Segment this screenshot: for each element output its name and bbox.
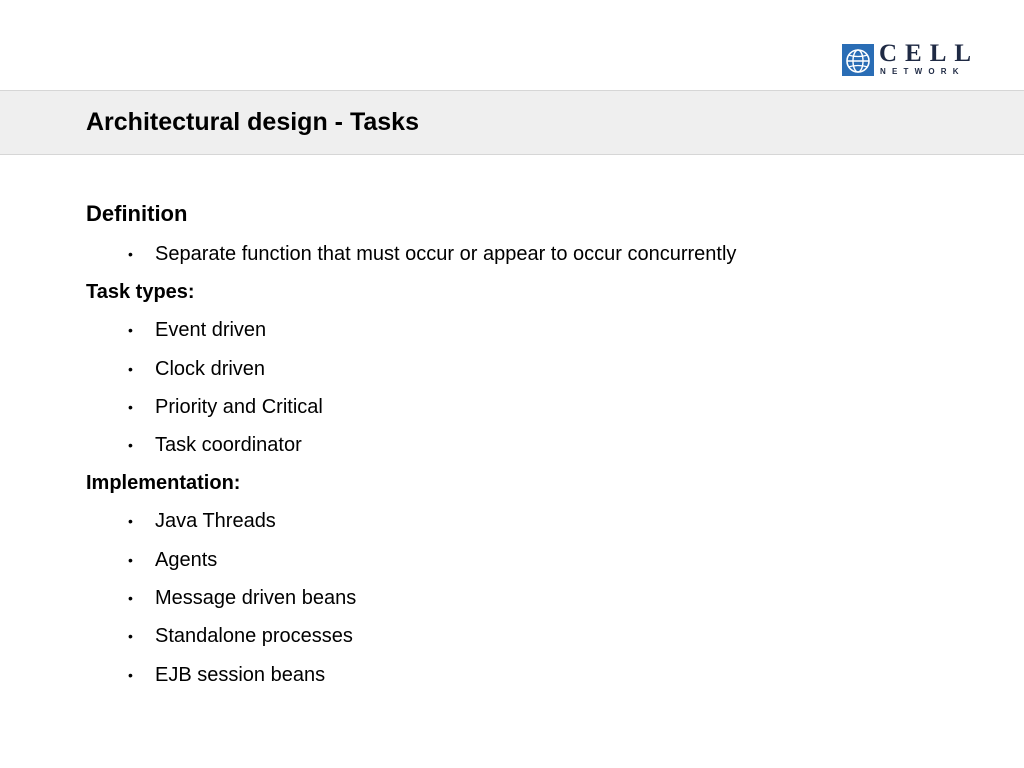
section-heading-task-types: Task types: (86, 281, 195, 304)
bullet-icon: • (128, 513, 133, 530)
slide-title: Architectural design - Tasks (86, 108, 419, 136)
list-item-text: EJB session beans (155, 663, 326, 686)
bullet-icon: • (128, 322, 133, 339)
list-item-text: Event driven (155, 319, 267, 342)
bullet-icon: • (128, 437, 133, 454)
logo-wordmark: CELL (879, 40, 980, 67)
list-item (86, 544, 966, 582)
list-item-text: Message driven beans (155, 587, 357, 610)
bullet-icon: • (128, 246, 133, 262)
bullet-icon: • (128, 360, 133, 377)
list-item (86, 238, 966, 276)
list-item-text: Agents (155, 548, 218, 571)
list-item-text: Separate function that must occur or appear to occur concurrently (155, 243, 737, 265)
bullet-icon: • (128, 398, 133, 415)
cell-network-logo (842, 40, 980, 78)
logo-subtitle: NETWORK (880, 67, 965, 76)
bullet-icon: • (128, 590, 133, 607)
bullet-icon: • (128, 666, 133, 683)
list-item (86, 314, 966, 352)
bullet-icon: • (128, 551, 133, 568)
list-item (86, 620, 966, 658)
list-item (86, 429, 966, 467)
bullet-icon: • (128, 628, 133, 645)
section-heading-definition: Definition (86, 201, 188, 226)
list-item (86, 353, 966, 391)
list-item-text: Task coordinator (155, 434, 302, 457)
list-item (86, 505, 966, 543)
list-item (86, 391, 966, 429)
slide-content (86, 198, 966, 697)
list-item-text: Clock driven (155, 357, 266, 380)
globe-icon (842, 44, 874, 76)
list-item (86, 659, 966, 697)
list-item-text: Java Threads (155, 510, 276, 533)
list-item (86, 582, 966, 620)
section-heading-implementation: Implementation: (86, 472, 241, 495)
list-item-text: Priority and Critical (155, 395, 323, 418)
list-item-text: Standalone processes (155, 625, 353, 648)
